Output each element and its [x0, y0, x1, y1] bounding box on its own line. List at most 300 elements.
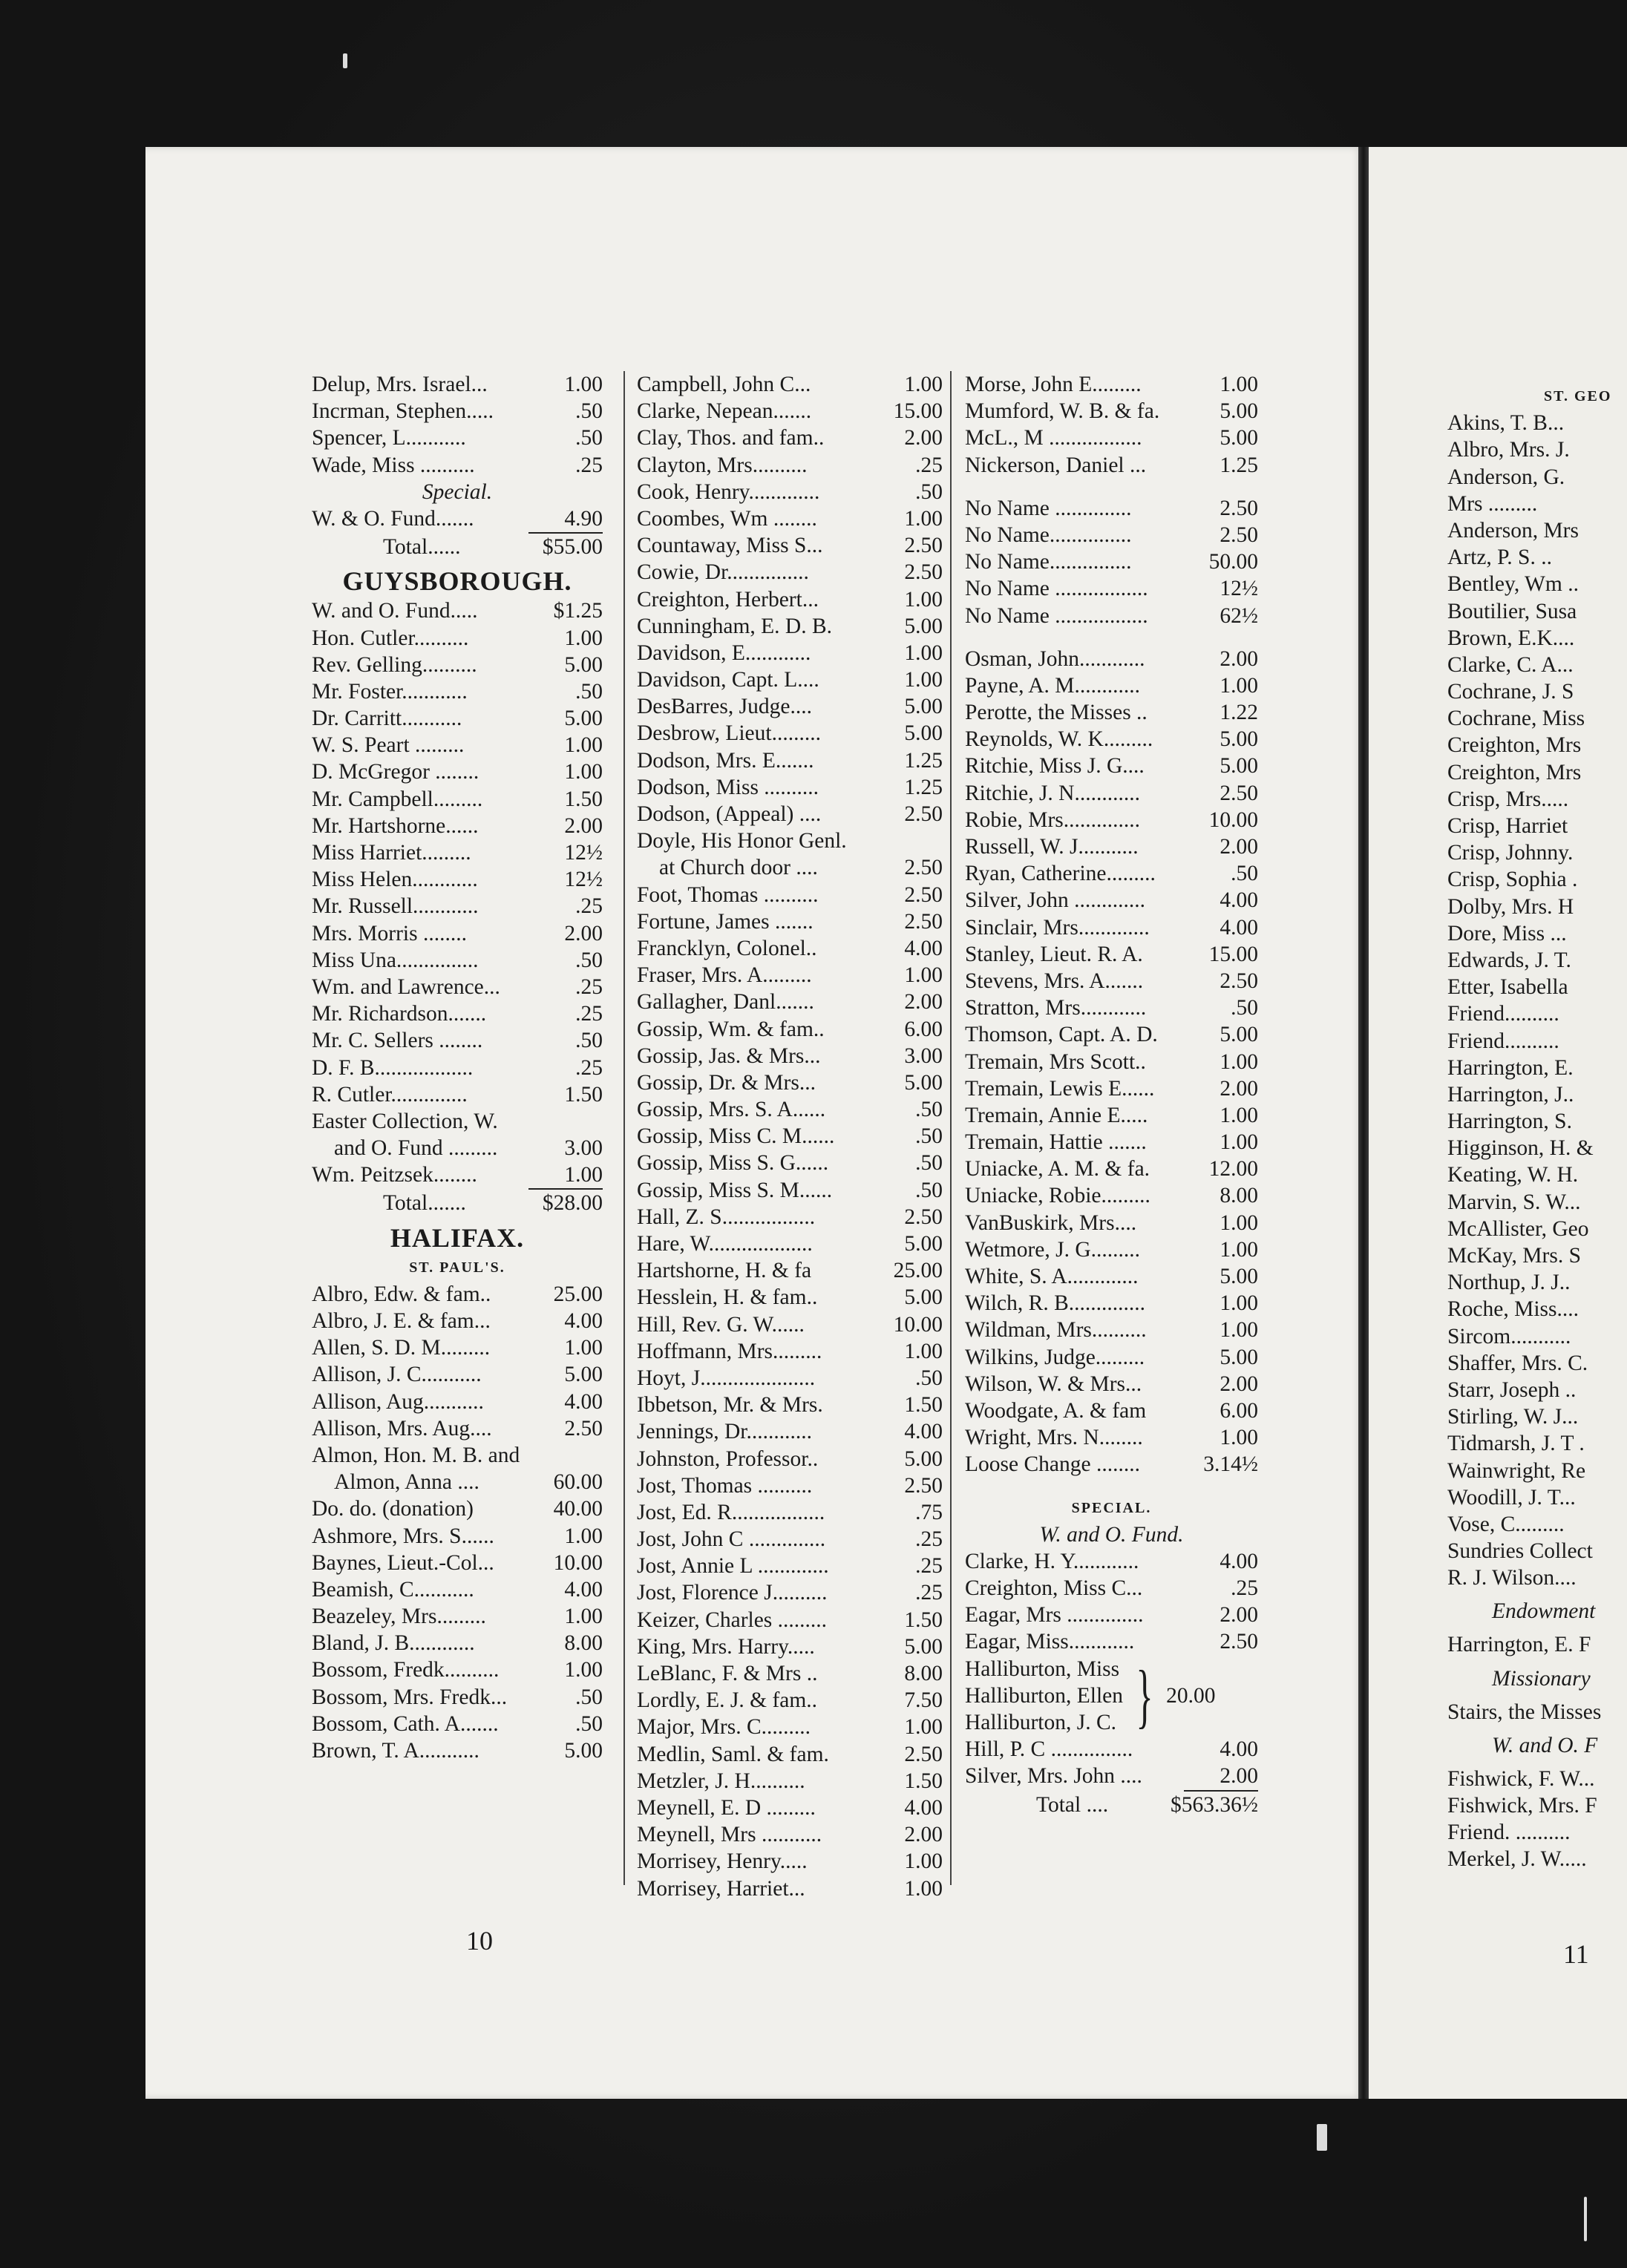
- list-item: [965, 548, 1258, 575]
- entry-amount: 12½: [564, 841, 603, 865]
- list-item: [965, 1451, 1258, 1478]
- list-item: [637, 747, 943, 774]
- special-heading: SPECIAL.: [1071, 1499, 1152, 1516]
- entry-name: White, S. A.............: [965, 1265, 1139, 1288]
- entry-amount: 2.50: [1220, 781, 1258, 805]
- entry-amount: 1.00: [564, 1163, 603, 1187]
- entry-name: Desbrow, Lieut.........: [637, 721, 821, 746]
- list-item: [637, 1418, 943, 1445]
- entry-name: Bossom, Fredk..........: [312, 1658, 500, 1682]
- entry-amount: 3.14½: [1203, 1452, 1258, 1477]
- list-item: [312, 1081, 603, 1108]
- entry-name: VanBuskirk, Mrs....: [965, 1210, 1137, 1235]
- entry-amount: 4.00: [1220, 915, 1258, 940]
- list-item: Friend..........: [1447, 1029, 1559, 1053]
- entry-amount: .75: [915, 1500, 943, 1524]
- page-number-right: 11: [1563, 1939, 1589, 1969]
- list-item: [312, 1684, 603, 1711]
- list-item: Friend. ..........: [1447, 1820, 1571, 1845]
- list-item: Roche, Miss....: [1447, 1297, 1579, 1322]
- entry-name: Hoyt, J.....................: [637, 1366, 816, 1390]
- entry-name: Wm. Peitzsek........: [312, 1163, 477, 1187]
- list-item: Dolby, Mrs. H: [1447, 894, 1574, 919]
- entry-name: Stevens, Mrs. A.......: [965, 969, 1144, 993]
- entry-name: Jennings, Dr............: [637, 1420, 812, 1444]
- list-item: Albro, Mrs. J.: [1447, 438, 1570, 462]
- list-item: [965, 1763, 1258, 1789]
- entry-amount: 1.00: [1220, 1426, 1258, 1450]
- entry-name: Albro, J. E. & fam...: [312, 1309, 491, 1334]
- entry-name: Gallagher, Danl.......: [637, 990, 814, 1015]
- list-item: [312, 705, 603, 732]
- entry-amount: .50: [1231, 996, 1258, 1020]
- list-item: [637, 827, 943, 854]
- list-item: [312, 371, 603, 398]
- entry-name: Robie, Mrs..............: [965, 807, 1140, 832]
- entry-amount: 5.00: [904, 1446, 943, 1471]
- entry-name: Albro, Edw. & fam..: [312, 1282, 491, 1306]
- entry-name: Meynell, E. D .........: [637, 1795, 816, 1820]
- entry-name: Brown, T. A...........: [312, 1739, 479, 1763]
- entry-amount: 1.00: [564, 733, 603, 758]
- church-heading: ST. GEO: [1544, 388, 1612, 404]
- entry-name: Wilson, W. & Mrs...: [965, 1371, 1142, 1396]
- list-item: [965, 887, 1258, 914]
- entry-name: Hesslein, H. & fam..: [637, 1285, 818, 1310]
- entry-amount: 7.50: [904, 1688, 943, 1713]
- list-item: Wainwright, Re: [1447, 1458, 1586, 1483]
- list-item: [965, 1049, 1258, 1075]
- entry-name: Keizer, Charles .........: [637, 1607, 828, 1632]
- list-item: Crisp, Sophia .: [1447, 868, 1578, 892]
- list-item: [312, 1135, 603, 1161]
- entry-amount: 6.00: [1220, 1398, 1258, 1423]
- entry-name: Silver, Mrs. John ....: [965, 1764, 1142, 1789]
- page-number-left: 10: [466, 1926, 493, 1956]
- entry-amount: .50: [575, 399, 603, 424]
- list-item: [965, 860, 1258, 887]
- list-item: [637, 1069, 943, 1096]
- list-item: Fishwick, F. W...: [1447, 1766, 1595, 1791]
- list-item: [312, 1000, 603, 1027]
- entry-name: Hare, W...................: [637, 1232, 813, 1256]
- entry-name: Gossip, Miss S. M......: [637, 1178, 833, 1202]
- entry-amount: 1.25: [904, 775, 943, 799]
- entry-amount: 1.00: [564, 1605, 603, 1629]
- entry-name: Wilch, R. B..............: [965, 1291, 1146, 1316]
- entry-amount: 5.00: [1220, 1265, 1258, 1288]
- list-item: [637, 640, 943, 666]
- list-item: [312, 758, 603, 785]
- section-heading: GUYSBOROUGH.: [342, 566, 572, 597]
- entry-name: Cook, Henry.............: [637, 479, 820, 504]
- entry-name: Allen, S. D. M.........: [312, 1336, 491, 1360]
- entry-amount: 1.50: [564, 787, 603, 811]
- entry-name: Hill, P. C ...............: [965, 1737, 1133, 1762]
- entry-name: Foot, Thomas ..........: [637, 882, 819, 907]
- list-item: [637, 1365, 943, 1392]
- entry-amount: 1.25: [904, 748, 943, 773]
- entry-name: Morrisey, Henry.....: [637, 1849, 808, 1874]
- entry-name: Miss Helen............: [312, 868, 478, 892]
- list-item: [965, 699, 1258, 726]
- column-halifax-c-m: [637, 371, 943, 1902]
- entry-amount: 2.50: [1220, 1630, 1258, 1654]
- entry-amount: 2.00: [1220, 1764, 1258, 1789]
- entry-amount: 1.50: [904, 1769, 943, 1793]
- entry-name: W. and O. Fund.....: [312, 599, 478, 623]
- list-item: [312, 1495, 603, 1522]
- list-item: [637, 1338, 943, 1365]
- list-item: Etter, Isabella: [1447, 975, 1568, 1000]
- total-label: Total......: [383, 535, 461, 560]
- list-item: [312, 1737, 603, 1764]
- column-rule-2: [950, 371, 952, 1885]
- total-amount: $563.36½: [1171, 1792, 1258, 1817]
- entry-name: Dodson, Mrs. E.......: [637, 748, 814, 773]
- entry-name: Creighton, Miss C...: [965, 1576, 1143, 1601]
- entry-name: Wm. and Lawrence...: [312, 974, 500, 999]
- entry-name: Campbell, John C...: [637, 373, 811, 396]
- entry-name: Morse, John E.........: [965, 373, 1142, 396]
- entry-name: Do. do. (donation): [312, 1497, 474, 1521]
- entry-name: Bland, J. B............: [312, 1631, 475, 1656]
- entry-name: Mr. Foster............: [312, 679, 468, 704]
- entry-name: Coombes, Wm ........: [637, 506, 817, 531]
- list-item: Cochrane, Miss: [1447, 707, 1585, 731]
- entry-name: Ritchie, Miss J. G....: [965, 754, 1145, 779]
- list-item: [637, 371, 943, 398]
- entry-name: Clayton, Mrs..........: [637, 453, 808, 477]
- entry-amount: 1.00: [1220, 1210, 1258, 1235]
- entry-amount: 3.00: [904, 1043, 943, 1068]
- entry-name: Clay, Thos. and fam..: [637, 426, 825, 450]
- entry-name: Wright, Mrs. N........: [965, 1426, 1143, 1450]
- list-item: [312, 1334, 603, 1361]
- list-item: [637, 1230, 943, 1257]
- entry-name: Hon. Cutler..........: [312, 626, 469, 650]
- entry-amount: .25: [575, 894, 603, 919]
- column-guysborough: [312, 371, 603, 1764]
- entry-amount: 2.50: [904, 1205, 943, 1229]
- entry-amount: 25.00: [893, 1259, 943, 1283]
- entry-amount: 1.00: [1220, 373, 1258, 396]
- list-item: [637, 666, 943, 693]
- list-item: [312, 786, 603, 813]
- entry-name: Silver, John .............: [965, 888, 1146, 913]
- entry-name: Mumford, W. B. & fa.: [965, 399, 1160, 424]
- list-item: [965, 968, 1258, 994]
- entry-amount: 1.00: [564, 760, 603, 784]
- entry-amount: 5.00: [564, 652, 603, 677]
- entry-amount: 5.00: [904, 614, 943, 638]
- entry-name: D. McGregor ........: [312, 760, 479, 784]
- entry-name: W. & O. Fund.......: [312, 506, 474, 531]
- entry-amount: 1.00: [564, 1336, 603, 1360]
- entry-name: Mr. Russell............: [312, 894, 479, 919]
- entry-amount: 2.00: [1220, 1371, 1258, 1396]
- entry-amount: 2.50: [904, 1742, 943, 1766]
- total-row: [312, 1190, 603, 1216]
- list-item: [965, 1602, 1258, 1628]
- list-item: [312, 839, 603, 866]
- list-item: [637, 1795, 943, 1821]
- entry-name: Wetmore, J. G.........: [965, 1237, 1141, 1262]
- entry-name: Allison, J. C...........: [312, 1363, 482, 1387]
- list-item: Sircom...........: [1447, 1324, 1571, 1348]
- list-item: Anderson, G.: [1447, 465, 1565, 489]
- entry-amount: 40.00: [553, 1497, 603, 1521]
- list-item: [965, 1371, 1258, 1397]
- entry-amount: 8.00: [564, 1631, 603, 1656]
- list-item: [312, 1469, 603, 1495]
- entry-name: Payne, A. M............: [965, 673, 1140, 698]
- entry-name: Hill, Rev. G. W......: [637, 1312, 805, 1337]
- list-item: [637, 1257, 943, 1284]
- entry-amount: 2.00: [1220, 1076, 1258, 1101]
- list-item: [312, 625, 603, 652]
- entry-name: Mr. Hartshorne......: [312, 813, 479, 838]
- list-item: [965, 1129, 1258, 1156]
- list-item: [637, 1177, 943, 1204]
- list-item: [312, 1603, 603, 1630]
- list-item: Dore, Miss ...: [1447, 921, 1567, 945]
- list-item: [637, 908, 943, 935]
- list-item: [637, 398, 943, 425]
- entry-amount: 5.00: [1220, 426, 1258, 450]
- entry-amount: .50: [915, 479, 943, 504]
- list-item: [965, 753, 1258, 779]
- entry-name: Stanley, Lieut. R. A.: [965, 942, 1143, 966]
- list-item: Crisp, Johnny.: [1447, 841, 1574, 865]
- list-item: [637, 962, 943, 989]
- list-item: [965, 522, 1258, 548]
- entry-name: Gossip, Mrs. S. A......: [637, 1098, 826, 1122]
- list-item: [637, 1687, 943, 1714]
- entry-name: Incrman, Stephen.....: [312, 399, 494, 424]
- list-item: McAllister, Geo: [1447, 1216, 1589, 1241]
- entry-amount: 4.90: [564, 506, 603, 531]
- entry-name: Cunningham, E. D. B.: [637, 614, 833, 638]
- entry-name: Dodson, Miss ..........: [637, 775, 819, 799]
- entry-amount: 2.50: [904, 882, 943, 907]
- entry-amount: 2.00: [564, 813, 603, 838]
- entry-amount: 3.00: [564, 1136, 603, 1161]
- entry-name: Nickerson, Daniel ...: [965, 453, 1147, 477]
- entry-amount: 1.00: [1220, 1049, 1258, 1074]
- list-item: [312, 1442, 603, 1469]
- entry-amount: .50: [575, 426, 603, 450]
- entry-name: Easter Collection, W.: [312, 1109, 498, 1133]
- list-item: Starr, Joseph ..: [1447, 1377, 1577, 1402]
- entry-amount: 1.00: [564, 1524, 603, 1548]
- entry-amount: 4.00: [904, 936, 943, 960]
- list-item: [965, 371, 1258, 398]
- list-item: [637, 774, 943, 801]
- entry-name: Bossom, Mrs. Fredk...: [312, 1685, 508, 1709]
- list-item: [637, 586, 943, 613]
- entry-name: No Name .................: [965, 577, 1148, 601]
- list-item: [965, 1424, 1258, 1451]
- entry-name: Gossip, Jas. & Mrs...: [637, 1043, 821, 1068]
- entry-amount: .25: [575, 453, 603, 477]
- entry-name: Almon, Hon. M. B. and: [312, 1443, 520, 1467]
- list-item: [965, 1021, 1258, 1048]
- entry-name: Mr. Richardson.......: [312, 1002, 487, 1026]
- list-item: Stirling, W. J...: [1447, 1405, 1579, 1429]
- list-item: [637, 1392, 943, 1418]
- entry-amount: 1.50: [904, 1393, 943, 1418]
- entry-name: Tremain, Annie E.....: [965, 1103, 1148, 1127]
- list-item: [637, 1714, 943, 1740]
- list-item: Artz, P. S. ..: [1447, 545, 1552, 570]
- entry-amount: 4.00: [564, 1309, 603, 1334]
- entry-amount: 1.00: [1220, 1237, 1258, 1262]
- total-amount: $55.00: [542, 535, 603, 560]
- list-item: [312, 732, 603, 758]
- list-item: McKay, Mrs. S: [1447, 1244, 1581, 1268]
- entry-name: Countaway, Miss S...: [637, 534, 823, 558]
- entry-amount: 2.00: [1220, 1603, 1258, 1628]
- entry-amount: 1.00: [1220, 1103, 1258, 1127]
- entry-amount: 1.00: [904, 1849, 943, 1874]
- entry-amount: 62½: [1220, 603, 1258, 628]
- list-item: [637, 801, 943, 827]
- list-item: [637, 532, 943, 559]
- entry-name: Mrs. Morris ........: [312, 921, 467, 945]
- entry-amount: .25: [575, 1055, 603, 1080]
- list-item: [965, 1290, 1258, 1317]
- list-item: [965, 941, 1258, 968]
- list-item: [312, 893, 603, 920]
- entry-amount: 10.00: [1208, 807, 1258, 832]
- list-item: Creighton, Mrs: [1447, 760, 1582, 784]
- entry-amount: .50: [1231, 862, 1258, 886]
- list-item: Harrington, E.: [1447, 1055, 1574, 1080]
- list-item: Akins, T. B...: [1447, 411, 1565, 436]
- list-item: Sundries Collect: [1447, 1539, 1593, 1564]
- entry-name: No Name...............: [965, 522, 1132, 547]
- list-item: [637, 1499, 943, 1526]
- entry-amount: 12.00: [1208, 1157, 1258, 1181]
- entry-amount: 1.00: [904, 963, 943, 988]
- entry-name: Lordly, E. J. & fam..: [637, 1688, 818, 1713]
- entry-name: Wildman, Mrs..........: [965, 1318, 1147, 1343]
- entry-amount: 4.00: [904, 1420, 943, 1444]
- list-item: [312, 1523, 603, 1550]
- list-item: [312, 813, 603, 839]
- entry-amount: $1.25: [553, 599, 603, 623]
- entry-name: Creighton, Herbert...: [637, 587, 819, 612]
- entry-amount: 5.00: [564, 1363, 603, 1387]
- total-row: [965, 1792, 1258, 1818]
- list-item: [637, 1043, 943, 1069]
- entry-name: Delup, Mrs. Israel...: [312, 373, 488, 396]
- entry-amount: 1.50: [564, 1082, 603, 1107]
- list-item: [965, 1156, 1258, 1182]
- list-item: Crisp, Harriet: [1447, 814, 1568, 839]
- spacer: [965, 479, 1258, 495]
- section-subheading: Missionary: [1492, 1666, 1591, 1691]
- list-item: [312, 652, 603, 678]
- entry-name: Jost, Annie L .............: [637, 1554, 829, 1579]
- entry-name: Metzler, J. H..........: [637, 1769, 805, 1793]
- list-item: [637, 1875, 943, 1902]
- list-item: [637, 935, 943, 962]
- list-item: Clarke, C. A...: [1447, 652, 1574, 677]
- list-item: [637, 1284, 943, 1311]
- list-item: [965, 726, 1258, 753]
- entry-name: Wilkins, Judge.........: [965, 1345, 1145, 1369]
- list-item: Merkel, J. W.....: [1447, 1847, 1587, 1872]
- section-heading: HALIFAX.: [390, 1222, 525, 1253]
- entry-name: No Name...............: [965, 550, 1132, 574]
- entry-amount: 5.00: [904, 1070, 943, 1095]
- entry-amount: 1.00: [904, 1339, 943, 1363]
- entry-name: Loose Change ........: [965, 1452, 1140, 1477]
- entry-name: No Name ..............: [965, 496, 1132, 520]
- entry-name: Hall, Z. S.................: [637, 1205, 816, 1229]
- entry-name: Jost, Thomas ..........: [637, 1473, 813, 1498]
- list-item: Friend..........: [1447, 1002, 1559, 1026]
- entry-name: Thomson, Capt. A. D.: [965, 1023, 1158, 1047]
- entry-amount: 2.50: [1220, 522, 1258, 547]
- list-item: [965, 1736, 1258, 1763]
- entry-amount: 6.00: [904, 1017, 943, 1041]
- list-item: [637, 1768, 943, 1795]
- entry-name: Hartshorne, H. & fa: [637, 1259, 812, 1283]
- entry-name: Uniacke, A. M. & fa.: [965, 1157, 1150, 1181]
- entry-amount: 1.00: [904, 668, 943, 692]
- list-item: [965, 672, 1258, 699]
- list-item: [637, 693, 943, 720]
- entry-name: Wade, Miss ..........: [312, 453, 475, 477]
- list-item: [637, 425, 943, 451]
- entry-name: Halliburton, Ellen: [965, 1683, 1124, 1708]
- entry-amount: 20.00: [1166, 1683, 1216, 1708]
- entry-amount: .25: [915, 1554, 943, 1579]
- entry-name: Johnston, Professor..: [637, 1446, 819, 1471]
- entry-name: Beazeley, Mrs.........: [312, 1605, 486, 1629]
- list-item: [965, 1236, 1258, 1263]
- list-item: [312, 505, 603, 532]
- list-item: [312, 1550, 603, 1576]
- list-item: Higginson, H. &: [1447, 1136, 1594, 1161]
- list-item: Shaffer, Mrs. C.: [1447, 1351, 1588, 1375]
- entry-name: Halliburton, J. C.: [965, 1711, 1117, 1735]
- entry-amount: .25: [575, 1002, 603, 1026]
- entry-name: Cowie, Dr...............: [637, 560, 809, 585]
- list-item: Bentley, Wm ..: [1447, 572, 1579, 597]
- entry-name: Miss Una...............: [312, 948, 479, 972]
- entry-name: DesBarres, Judge....: [637, 695, 812, 719]
- total-amount: $28.00: [542, 1191, 603, 1216]
- list-item: Boutilier, Susa: [1447, 599, 1577, 623]
- entry-name: Woodgate, A. & fam: [965, 1398, 1147, 1423]
- scan-speck: [343, 53, 347, 68]
- total-label: Total.......: [383, 1191, 466, 1216]
- entry-amount: 2.50: [1220, 969, 1258, 993]
- entry-amount: 1.00: [904, 1715, 943, 1740]
- entry-amount: 5.00: [904, 1285, 943, 1310]
- list-item: [637, 720, 943, 747]
- entry-name: Mr. C. Sellers ........: [312, 1029, 483, 1053]
- entry-amount: 2.50: [904, 1473, 943, 1498]
- list-item: Crisp, Mrs.....: [1447, 787, 1569, 811]
- list-item: [312, 1308, 603, 1334]
- list-item: [312, 597, 603, 624]
- list-item: [965, 495, 1258, 522]
